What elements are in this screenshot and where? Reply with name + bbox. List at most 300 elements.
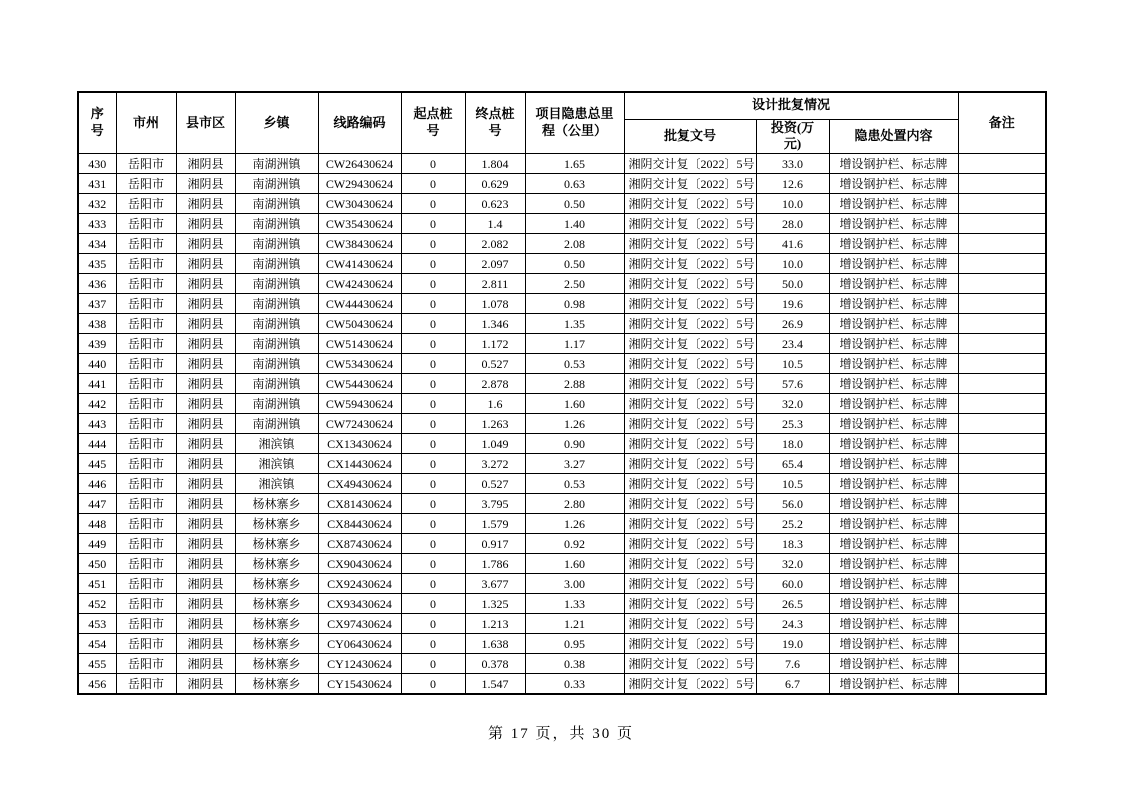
cell-approval-doc: 湘阴交计复〔2022〕5号	[624, 254, 756, 274]
cell-city: 岳阳市	[116, 534, 176, 554]
cell-seq: 436	[78, 274, 116, 294]
cell-start-stake: 0	[401, 474, 465, 494]
cell-remark	[958, 614, 1046, 634]
cell-town: 南湖洲镇	[235, 274, 318, 294]
cell-remark	[958, 394, 1046, 414]
cell-start-stake: 0	[401, 394, 465, 414]
cell-approval-doc: 湘阴交计复〔2022〕5号	[624, 434, 756, 454]
cell-mileage: 1.65	[525, 154, 624, 174]
cell-route-code: CW30430624	[318, 194, 401, 214]
cell-start-stake: 0	[401, 434, 465, 454]
table-row	[78, 174, 1046, 194]
cell-approval-doc: 湘阴交计复〔2022〕5号	[624, 334, 756, 354]
cell-seq: 453	[78, 614, 116, 634]
cell-investment: 24.3	[756, 614, 829, 634]
cell-county: 湘阴县	[176, 474, 235, 494]
cell-city: 岳阳市	[116, 214, 176, 234]
cell-town: 南湖洲镇	[235, 314, 318, 334]
cell-city: 岳阳市	[116, 154, 176, 174]
cell-county: 湘阴县	[176, 514, 235, 534]
cell-start-stake: 0	[401, 674, 465, 694]
cell-start-stake: 0	[401, 334, 465, 354]
cell-treatment: 增设钢护栏、标志牌	[829, 194, 958, 214]
cell-end-stake: 0.917	[465, 534, 525, 554]
cell-city: 岳阳市	[116, 274, 176, 294]
cell-seq: 430	[78, 154, 116, 174]
table-body	[78, 154, 1046, 694]
cell-town: 杨林寨乡	[235, 514, 318, 534]
cell-investment: 41.6	[756, 234, 829, 254]
cell-town: 南湖洲镇	[235, 334, 318, 354]
cell-mileage: 0.38	[525, 654, 624, 674]
cell-mileage: 2.50	[525, 274, 624, 294]
cell-end-stake: 3.677	[465, 574, 525, 594]
cell-approval-doc: 湘阴交计复〔2022〕5号	[624, 654, 756, 674]
cell-end-stake: 1.547	[465, 674, 525, 694]
cell-approval-doc: 湘阴交计复〔2022〕5号	[624, 194, 756, 214]
cell-remark	[958, 494, 1046, 514]
cell-mileage: 2.88	[525, 374, 624, 394]
cell-mileage: 3.27	[525, 454, 624, 474]
cell-treatment: 增设钢护栏、标志牌	[829, 454, 958, 474]
cell-county: 湘阴县	[176, 154, 235, 174]
cell-town: 杨林寨乡	[235, 554, 318, 574]
cell-route-code: CW35430624	[318, 214, 401, 234]
cell-seq: 444	[78, 434, 116, 454]
cell-remark	[958, 634, 1046, 654]
table-row	[78, 594, 1046, 614]
cell-treatment: 增设钢护栏、标志牌	[829, 174, 958, 194]
cell-county: 湘阴县	[176, 494, 235, 514]
cell-treatment: 增设钢护栏、标志牌	[829, 514, 958, 534]
cell-end-stake: 2.097	[465, 254, 525, 274]
cell-end-stake: 1.263	[465, 414, 525, 434]
cell-remark	[958, 414, 1046, 434]
col-header-design-approval: 设计批复情况	[624, 92, 958, 119]
cell-investment: 19.6	[756, 294, 829, 314]
cell-seq: 447	[78, 494, 116, 514]
cell-remark	[958, 474, 1046, 494]
cell-county: 湘阴县	[176, 414, 235, 434]
table-row	[78, 394, 1046, 414]
cell-town: 杨林寨乡	[235, 574, 318, 594]
cell-treatment: 增设钢护栏、标志牌	[829, 234, 958, 254]
cell-route-code: CW53430624	[318, 354, 401, 374]
cell-route-code: CW54430624	[318, 374, 401, 394]
col-header-city: 市州	[116, 92, 176, 154]
cell-investment: 60.0	[756, 574, 829, 594]
cell-investment: 32.0	[756, 554, 829, 574]
cell-county: 湘阴县	[176, 314, 235, 334]
cell-end-stake: 2.082	[465, 234, 525, 254]
cell-investment: 10.5	[756, 354, 829, 374]
cell-approval-doc: 湘阴交计复〔2022〕5号	[624, 154, 756, 174]
cell-remark	[958, 374, 1046, 394]
cell-start-stake: 0	[401, 614, 465, 634]
cell-treatment: 增设钢护栏、标志牌	[829, 394, 958, 414]
cell-start-stake: 0	[401, 494, 465, 514]
cell-approval-doc: 湘阴交计复〔2022〕5号	[624, 314, 756, 334]
cell-town: 南湖洲镇	[235, 394, 318, 414]
col-header-treatment: 隐患处置内容	[829, 119, 958, 154]
cell-town: 杨林寨乡	[235, 534, 318, 554]
cell-start-stake: 0	[401, 414, 465, 434]
cell-start-stake: 0	[401, 514, 465, 534]
cell-town: 杨林寨乡	[235, 614, 318, 634]
cell-treatment: 增设钢护栏、标志牌	[829, 634, 958, 654]
cell-mileage: 0.53	[525, 354, 624, 374]
cell-town: 杨林寨乡	[235, 494, 318, 514]
cell-mileage: 0.63	[525, 174, 624, 194]
table-row	[78, 254, 1046, 274]
cell-seq: 443	[78, 414, 116, 434]
cell-route-code: CX81430624	[318, 494, 401, 514]
cell-approval-doc: 湘阴交计复〔2022〕5号	[624, 234, 756, 254]
cell-investment: 10.5	[756, 474, 829, 494]
cell-remark	[958, 654, 1046, 674]
cell-remark	[958, 194, 1046, 214]
cell-county: 湘阴县	[176, 374, 235, 394]
cell-route-code: CW51430624	[318, 334, 401, 354]
cell-city: 岳阳市	[116, 254, 176, 274]
cell-town: 南湖洲镇	[235, 214, 318, 234]
cell-seq: 434	[78, 234, 116, 254]
cell-mileage: 0.50	[525, 254, 624, 274]
cell-seq: 439	[78, 334, 116, 354]
cell-treatment: 增设钢护栏、标志牌	[829, 314, 958, 334]
cell-remark	[958, 434, 1046, 454]
table-row	[78, 234, 1046, 254]
cell-remark	[958, 294, 1046, 314]
cell-approval-doc: 湘阴交计复〔2022〕5号	[624, 454, 756, 474]
cell-route-code: CY15430624	[318, 674, 401, 694]
cell-treatment: 增设钢护栏、标志牌	[829, 614, 958, 634]
col-header-county: 县市区	[176, 92, 235, 154]
cell-start-stake: 0	[401, 194, 465, 214]
table-row	[78, 634, 1046, 654]
cell-route-code: CX84430624	[318, 514, 401, 534]
cell-route-code: CY12430624	[318, 654, 401, 674]
table-row	[78, 334, 1046, 354]
cell-mileage: 1.60	[525, 394, 624, 414]
cell-town: 南湖洲镇	[235, 294, 318, 314]
cell-start-stake: 0	[401, 594, 465, 614]
cell-county: 湘阴县	[176, 594, 235, 614]
cell-treatment: 增设钢护栏、标志牌	[829, 654, 958, 674]
cell-seq: 437	[78, 294, 116, 314]
cell-remark	[958, 454, 1046, 474]
col-header-mileage: 项目隐患总里程（公里）	[525, 92, 624, 154]
cell-town: 南湖洲镇	[235, 194, 318, 214]
table-header	[78, 92, 1046, 154]
cell-city: 岳阳市	[116, 374, 176, 394]
cell-investment: 6.7	[756, 674, 829, 694]
cell-start-stake: 0	[401, 234, 465, 254]
cell-approval-doc: 湘阴交计复〔2022〕5号	[624, 274, 756, 294]
cell-town: 杨林寨乡	[235, 654, 318, 674]
cell-seq: 433	[78, 214, 116, 234]
cell-city: 岳阳市	[116, 174, 176, 194]
cell-treatment: 增设钢护栏、标志牌	[829, 274, 958, 294]
cell-seq: 452	[78, 594, 116, 614]
cell-route-code: CX87430624	[318, 534, 401, 554]
cell-county: 湘阴县	[176, 294, 235, 314]
page-number: 第 17 页，共 30 页	[487, 726, 634, 742]
cell-route-code: CW59430624	[318, 394, 401, 414]
cell-town: 南湖洲镇	[235, 234, 318, 254]
cell-start-stake: 0	[401, 314, 465, 334]
cell-city: 岳阳市	[116, 634, 176, 654]
cell-city: 岳阳市	[116, 674, 176, 694]
cell-mileage: 0.98	[525, 294, 624, 314]
cell-city: 岳阳市	[116, 514, 176, 534]
cell-investment: 18.3	[756, 534, 829, 554]
cell-seq: 448	[78, 514, 116, 534]
cell-route-code: CW41430624	[318, 254, 401, 274]
table-row	[78, 654, 1046, 674]
cell-county: 湘阴县	[176, 454, 235, 474]
cell-start-stake: 0	[401, 294, 465, 314]
cell-approval-doc: 湘阴交计复〔2022〕5号	[624, 634, 756, 654]
cell-end-stake: 1.638	[465, 634, 525, 654]
cell-treatment: 增设钢护栏、标志牌	[829, 474, 958, 494]
cell-treatment: 增设钢护栏、标志牌	[829, 254, 958, 274]
cell-mileage: 0.53	[525, 474, 624, 494]
cell-county: 湘阴县	[176, 554, 235, 574]
cell-remark	[958, 314, 1046, 334]
cell-start-stake: 0	[401, 534, 465, 554]
table-row	[78, 454, 1046, 474]
cell-seq: 435	[78, 254, 116, 274]
cell-remark	[958, 354, 1046, 374]
col-header-remark: 备注	[958, 92, 1046, 154]
cell-treatment: 增设钢护栏、标志牌	[829, 294, 958, 314]
cell-start-stake: 0	[401, 454, 465, 474]
cell-route-code: CX93430624	[318, 594, 401, 614]
col-header-approval-doc: 批复文号	[624, 119, 756, 154]
cell-approval-doc: 湘阴交计复〔2022〕5号	[624, 474, 756, 494]
cell-approval-doc: 湘阴交计复〔2022〕5号	[624, 174, 756, 194]
cell-seq: 454	[78, 634, 116, 654]
cell-town: 南湖洲镇	[235, 354, 318, 374]
cell-remark	[958, 674, 1046, 694]
table-row	[78, 294, 1046, 314]
cell-start-stake: 0	[401, 254, 465, 274]
cell-seq: 451	[78, 574, 116, 594]
cell-end-stake: 3.272	[465, 454, 525, 474]
cell-investment: 25.2	[756, 514, 829, 534]
cell-treatment: 增设钢护栏、标志牌	[829, 214, 958, 234]
table-row	[78, 274, 1046, 294]
cell-end-stake: 0.527	[465, 354, 525, 374]
cell-seq: 450	[78, 554, 116, 574]
cell-city: 岳阳市	[116, 614, 176, 634]
cell-mileage: 1.26	[525, 514, 624, 534]
cell-end-stake: 1.4	[465, 214, 525, 234]
cell-city: 岳阳市	[116, 494, 176, 514]
cell-route-code: CX97430624	[318, 614, 401, 634]
cell-county: 湘阴县	[176, 534, 235, 554]
table-row	[78, 574, 1046, 594]
cell-investment: 7.6	[756, 654, 829, 674]
cell-approval-doc: 湘阴交计复〔2022〕5号	[624, 554, 756, 574]
cell-investment: 18.0	[756, 434, 829, 454]
cell-county: 湘阴县	[176, 274, 235, 294]
cell-treatment: 增设钢护栏、标志牌	[829, 354, 958, 374]
col-header-seq: 序号	[78, 92, 116, 154]
cell-treatment: 增设钢护栏、标志牌	[829, 434, 958, 454]
cell-seq: 440	[78, 354, 116, 374]
cell-investment: 12.6	[756, 174, 829, 194]
cell-route-code: CW26430624	[318, 154, 401, 174]
table-row	[78, 314, 1046, 334]
cell-town: 杨林寨乡	[235, 674, 318, 694]
cell-remark	[958, 174, 1046, 194]
cell-treatment: 增设钢护栏、标志牌	[829, 374, 958, 394]
cell-remark	[958, 594, 1046, 614]
cell-seq: 441	[78, 374, 116, 394]
cell-town: 湘滨镇	[235, 474, 318, 494]
cell-town: 南湖洲镇	[235, 254, 318, 274]
cell-treatment: 增设钢护栏、标志牌	[829, 594, 958, 614]
table-row	[78, 614, 1046, 634]
table-row	[78, 154, 1046, 174]
cell-investment: 23.4	[756, 334, 829, 354]
cell-investment: 28.0	[756, 214, 829, 234]
cell-county: 湘阴县	[176, 394, 235, 414]
cell-investment: 26.5	[756, 594, 829, 614]
cell-investment: 33.0	[756, 154, 829, 174]
cell-end-stake: 0.629	[465, 174, 525, 194]
cell-city: 岳阳市	[116, 554, 176, 574]
cell-remark	[958, 234, 1046, 254]
cell-route-code: CW44430624	[318, 294, 401, 314]
cell-city: 岳阳市	[116, 354, 176, 374]
cell-city: 岳阳市	[116, 194, 176, 214]
cell-investment: 32.0	[756, 394, 829, 414]
cell-city: 岳阳市	[116, 314, 176, 334]
cell-seq: 449	[78, 534, 116, 554]
col-header-start-stake: 起点桩号	[401, 92, 465, 154]
cell-route-code: CW29430624	[318, 174, 401, 194]
cell-county: 湘阴县	[176, 354, 235, 374]
cell-mileage: 0.95	[525, 634, 624, 654]
cell-route-code: CW50430624	[318, 314, 401, 334]
cell-start-stake: 0	[401, 634, 465, 654]
cell-remark	[958, 154, 1046, 174]
cell-end-stake: 0.623	[465, 194, 525, 214]
cell-approval-doc: 湘阴交计复〔2022〕5号	[624, 394, 756, 414]
cell-county: 湘阴县	[176, 234, 235, 254]
cell-mileage: 0.33	[525, 674, 624, 694]
cell-treatment: 增设钢护栏、标志牌	[829, 494, 958, 514]
cell-city: 岳阳市	[116, 294, 176, 314]
cell-seq: 431	[78, 174, 116, 194]
table-row	[78, 414, 1046, 434]
table-row	[78, 514, 1046, 534]
cell-county: 湘阴县	[176, 194, 235, 214]
cell-mileage: 1.33	[525, 594, 624, 614]
cell-approval-doc: 湘阴交计复〔2022〕5号	[624, 294, 756, 314]
cell-treatment: 增设钢护栏、标志牌	[829, 554, 958, 574]
cell-start-stake: 0	[401, 174, 465, 194]
cell-investment: 10.0	[756, 194, 829, 214]
cell-town: 湘滨镇	[235, 454, 318, 474]
cell-town: 湘滨镇	[235, 434, 318, 454]
cell-remark	[958, 254, 1046, 274]
cell-end-stake: 2.878	[465, 374, 525, 394]
cell-approval-doc: 湘阴交计复〔2022〕5号	[624, 214, 756, 234]
cell-mileage: 3.00	[525, 574, 624, 594]
cell-remark	[958, 514, 1046, 534]
cell-end-stake: 1.078	[465, 294, 525, 314]
cell-mileage: 1.35	[525, 314, 624, 334]
cell-route-code: CW42430624	[318, 274, 401, 294]
cell-county: 湘阴县	[176, 254, 235, 274]
cell-mileage: 2.80	[525, 494, 624, 514]
cell-route-code: CW72430624	[318, 414, 401, 434]
cell-investment: 10.0	[756, 254, 829, 274]
cell-treatment: 增设钢护栏、标志牌	[829, 154, 958, 174]
cell-route-code: CX92430624	[318, 574, 401, 594]
cell-mileage: 2.08	[525, 234, 624, 254]
cell-approval-doc: 湘阴交计复〔2022〕5号	[624, 514, 756, 534]
cell-seq: 456	[78, 674, 116, 694]
cell-approval-doc: 湘阴交计复〔2022〕5号	[624, 534, 756, 554]
cell-mileage: 1.40	[525, 214, 624, 234]
cell-start-stake: 0	[401, 654, 465, 674]
cell-remark	[958, 574, 1046, 594]
table-row	[78, 554, 1046, 574]
cell-town: 南湖洲镇	[235, 154, 318, 174]
table-row	[78, 494, 1046, 514]
cell-end-stake: 2.811	[465, 274, 525, 294]
cell-town: 南湖洲镇	[235, 174, 318, 194]
cell-start-stake: 0	[401, 354, 465, 374]
cell-start-stake: 0	[401, 274, 465, 294]
hazard-projects-table	[77, 91, 1047, 695]
cell-start-stake: 0	[401, 374, 465, 394]
cell-county: 湘阴县	[176, 214, 235, 234]
cell-approval-doc: 湘阴交计复〔2022〕5号	[624, 494, 756, 514]
cell-county: 湘阴县	[176, 654, 235, 674]
cell-end-stake: 1.6	[465, 394, 525, 414]
cell-treatment: 增设钢护栏、标志牌	[829, 574, 958, 594]
cell-treatment: 增设钢护栏、标志牌	[829, 334, 958, 354]
table-row	[78, 214, 1046, 234]
cell-city: 岳阳市	[116, 414, 176, 434]
cell-treatment: 增设钢护栏、标志牌	[829, 674, 958, 694]
cell-end-stake: 0.378	[465, 654, 525, 674]
col-header-town: 乡镇	[235, 92, 318, 154]
table-row	[78, 194, 1046, 214]
cell-county: 湘阴县	[176, 174, 235, 194]
cell-end-stake: 1.786	[465, 554, 525, 574]
cell-seq: 455	[78, 654, 116, 674]
cell-remark	[958, 334, 1046, 354]
cell-town: 杨林寨乡	[235, 594, 318, 614]
cell-investment: 26.9	[756, 314, 829, 334]
cell-route-code: CX14430624	[318, 454, 401, 474]
cell-route-code: CX49430624	[318, 474, 401, 494]
cell-town: 杨林寨乡	[235, 634, 318, 654]
table-row	[78, 354, 1046, 374]
cell-approval-doc: 湘阴交计复〔2022〕5号	[624, 574, 756, 594]
col-header-investment: 投资(万元)	[756, 119, 829, 154]
cell-treatment: 增设钢护栏、标志牌	[829, 534, 958, 554]
cell-mileage: 0.50	[525, 194, 624, 214]
cell-approval-doc: 湘阴交计复〔2022〕5号	[624, 614, 756, 634]
